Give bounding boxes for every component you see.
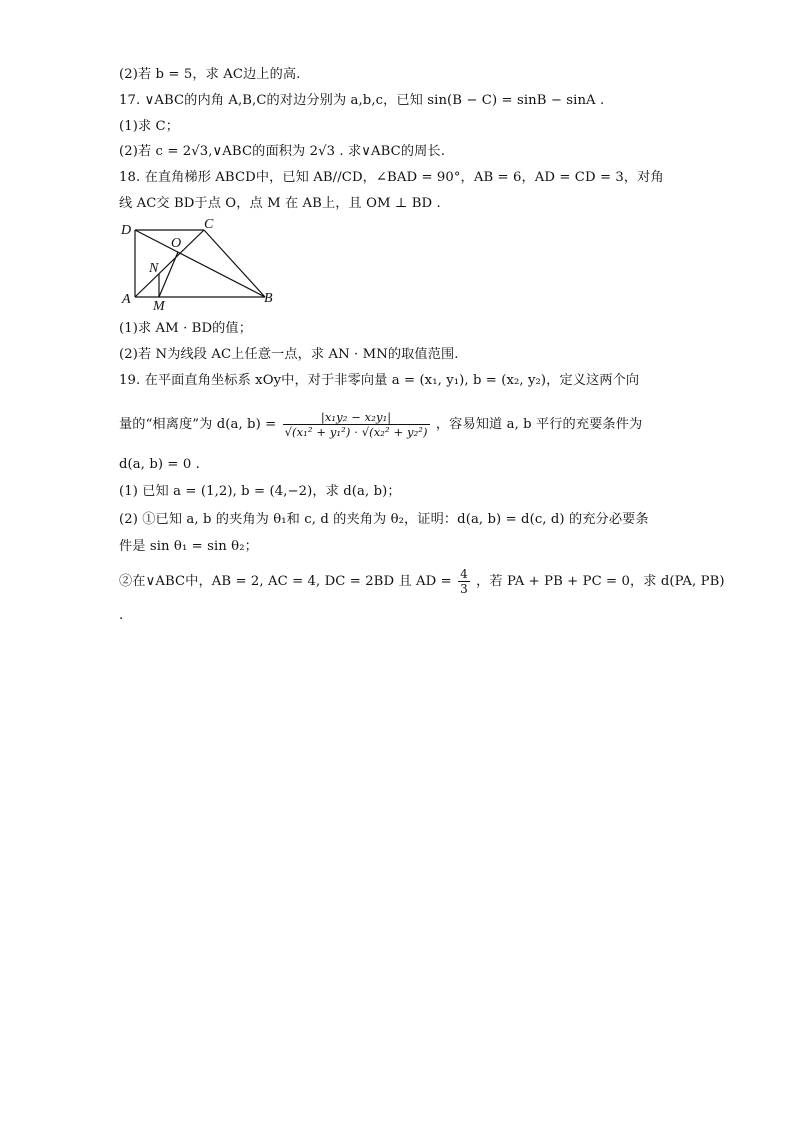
label-o: O	[171, 236, 182, 251]
segment-om	[159, 252, 178, 297]
q17-part1: (1)求 C；	[119, 119, 180, 134]
q16-part2-line: (2)若 b = 5，求 AC边上的高.	[119, 67, 301, 82]
label-d: D	[121, 223, 132, 238]
q19-part2-2-line2: .	[119, 608, 124, 623]
distance-definition-suffix: ，容易知道 a, b 平行的充要条件为	[435, 417, 643, 432]
q19-part2-1-line2: 件是 sin θ₁ = sin θ₂；	[119, 539, 258, 554]
q19-statement-line1: 19. 在平面直角坐标系 xOy中，对于非零向量 a = (x₁, y₁), b = (x₂, y₂)，定义这两个向	[119, 373, 640, 388]
q19-part1: (1) 已知 a = (1,2), b = (4,−2)，求 d(a, b)；	[119, 484, 401, 499]
ad-fraction-denominator: 3	[460, 582, 468, 596]
segment-ac	[135, 230, 204, 297]
label-c: C	[204, 219, 214, 232]
q19-statement-line3: d(a, b) = 0 .	[119, 457, 200, 472]
q17-part2: (2)若 c = 2√3,∨ABC的面积为 2√3 . 求∨ABC的周长.	[119, 144, 446, 159]
ad-fraction-numerator: 4	[460, 567, 468, 581]
segment-cb	[204, 230, 265, 297]
ad-fraction	[458, 567, 470, 596]
distance-formula-fraction	[283, 410, 430, 439]
distance-formula-denominator: √(x₁² + y₁²) · √(x₂² + y₂²)	[284, 425, 428, 439]
q18-part2: (2)若 N为线段 AC上任意一点，求 AN · MN的取值范围.	[119, 347, 459, 362]
q19-statement-line2	[119, 409, 642, 441]
distance-definition-prefix: 量的“相离度”为 d(a, b) =	[119, 417, 277, 432]
trapezoid-figure	[118, 219, 278, 311]
label-m: M	[153, 299, 165, 311]
label-n: N	[149, 261, 159, 276]
q18-statement-line2: 线 AC交 BD于点 O，点 M 在 AB上，且 OM ⊥ BD .	[119, 196, 441, 211]
label-a: A	[122, 292, 131, 307]
q18-part1: (1)求 AM · BD的值；	[119, 321, 252, 336]
distance-formula-numerator: |x₁y₂ − x₂y₁|	[283, 410, 430, 425]
q17-statement: 17. ∨ABC的内角 A,B,C的对边分别为 a,b,c，已知 sin(B − C) = sinB − sinA .	[119, 93, 605, 108]
q19-part2-2-suffix: ，若 PA + PB + PC = 0，求 d(PA, PB)	[476, 574, 725, 589]
q19-part2-2-line1	[119, 566, 725, 598]
q19-part2-2-prefix: ②在∨ABC中，AB = 2, AC = 4, DC = 2BD 且 AD =	[119, 574, 452, 589]
q18-statement-line1: 18. 在直角梯形 ABCD中，已知 AB//CD，∠BAD = 90°，AB = 6，AD = CD = 3，对角	[119, 170, 664, 185]
q19-part2-1-line1: (2) ①已知 a, b 的夹角为 θ₁和 c, d 的夹角为 θ₂，证明：d(a, b) = d(c, d) 的充分必要条	[119, 512, 649, 527]
label-b: B	[264, 291, 273, 306]
